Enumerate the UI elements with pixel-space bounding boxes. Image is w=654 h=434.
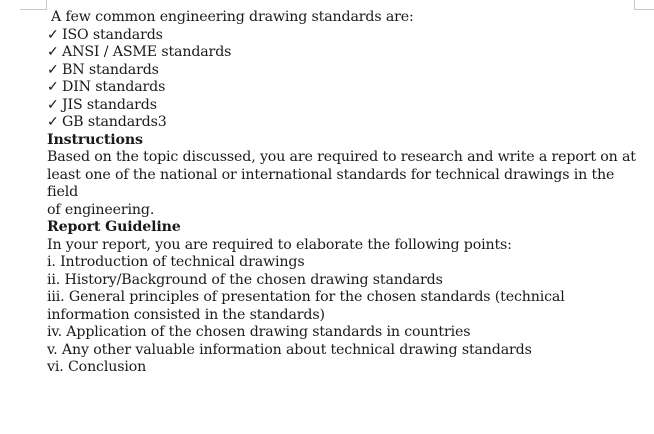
list-item-bn [47,62,637,80]
checkmark-icon: ✓ [47,79,59,95]
list-item-jis [47,97,637,115]
list-item-label: BN standards [62,61,159,78]
instructions-line: field [47,184,79,200]
page-corner-mark-left [20,0,47,10]
list-item-label: ISO standards [62,26,163,43]
list-item-din [47,79,637,97]
instructions-line: of engineering. [47,201,155,218]
guideline-point-continuation: information consisted in the standards) [47,306,325,323]
guideline-point: iii. General principles of presentation for the chosen standards (technical [47,289,565,305]
checkmark-icon: ✓ [47,26,59,43]
list-item-label: GB standards3 [62,114,167,130]
guideline-point: ii. History/Background of the chosen drawing standards [47,271,443,288]
instructions-heading: Instructions [47,131,143,148]
list-item-label: DIN standards [62,79,166,95]
report-guideline-heading: Report Guideline [47,219,181,235]
checkmark-icon: ✓ [47,114,59,130]
guideline-point: iv. Application of the chosen drawing standards in countries [47,324,471,340]
list-item-gb [47,114,637,132]
instructions-line: least one of the national or international standards for technical drawings in the [47,166,615,183]
list-item-label: ANSI / ASME standards [62,44,232,60]
document-body [47,9,637,377]
checkmark-icon: ✓ [47,96,59,113]
checkmark-icon: ✓ [47,44,59,60]
page-corner-mark-right [634,0,654,10]
checkmark-icon: ✓ [47,61,59,78]
list-item-iso [47,27,637,45]
intro-text: A few common engineering drawing standards are: [51,9,414,25]
guideline-line: In your report, you are required to elaborate the following points: [47,236,512,253]
guideline-point: i. Introduction of technical drawings [47,254,305,270]
list-item-ansi [47,44,637,62]
guideline-point: vi. Conclusion [47,359,147,375]
instructions-line: Based on the topic discussed, you are required to research and write a report on at [47,149,636,165]
guideline-point: v. Any other valuable information about technical drawing standards [47,341,532,358]
list-item-label: JIS standards [62,96,157,113]
